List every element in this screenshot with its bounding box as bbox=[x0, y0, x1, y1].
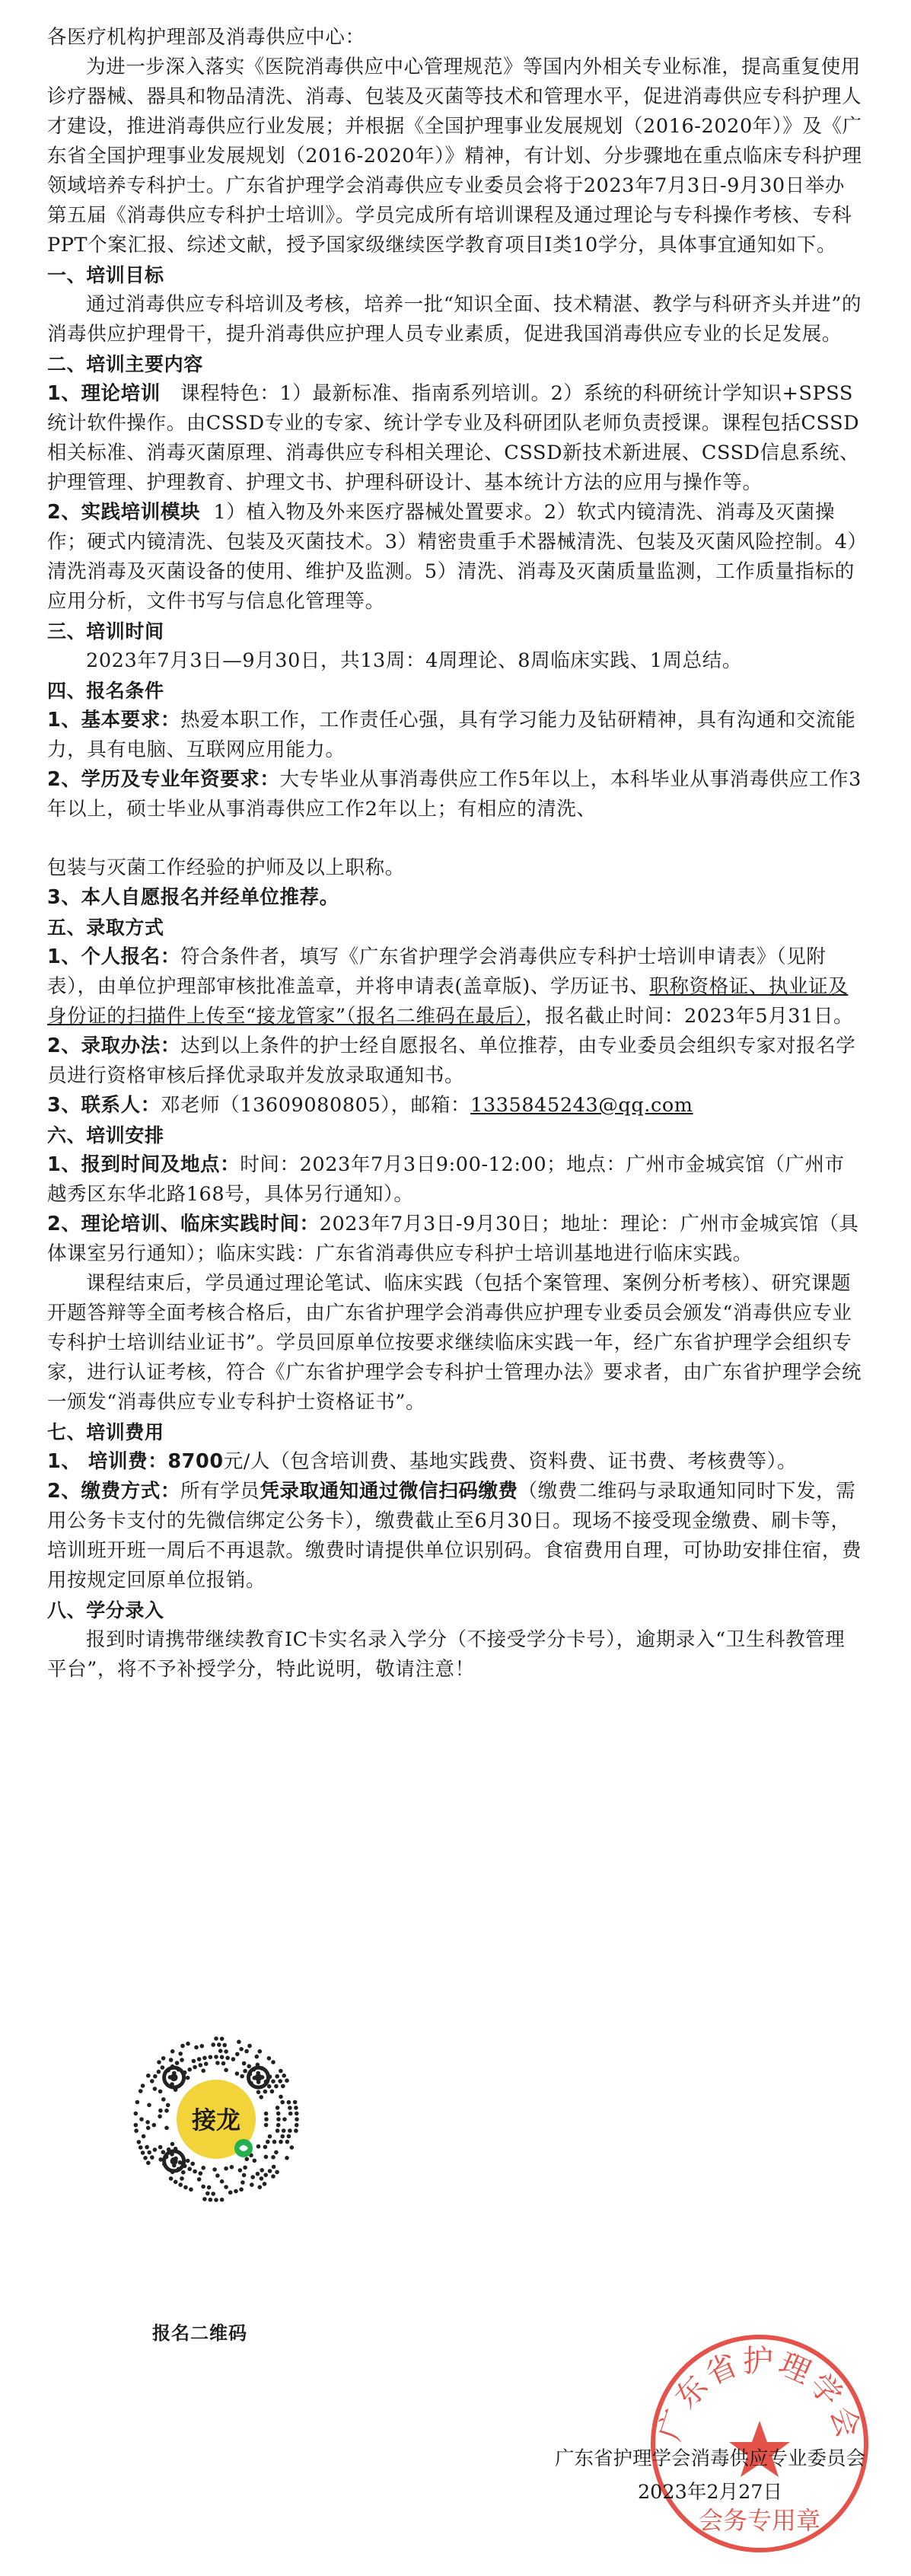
qr-dot bbox=[237, 2040, 241, 2045]
qr-dot bbox=[146, 2074, 151, 2078]
qr-dot bbox=[282, 2074, 286, 2078]
qr-dot bbox=[205, 2192, 210, 2196]
qr-dot bbox=[134, 2112, 139, 2116]
item-label: 2、学历及专业年资要求： bbox=[47, 768, 280, 791]
qr-dot bbox=[153, 2147, 158, 2152]
qr-dot bbox=[279, 2095, 283, 2099]
qr-dot bbox=[199, 2171, 203, 2176]
qr-dot bbox=[275, 2170, 279, 2175]
qr-dot bbox=[186, 2159, 190, 2163]
qr-dot bbox=[139, 2089, 143, 2093]
qr-dot bbox=[280, 2100, 285, 2105]
qr-dot bbox=[142, 2134, 146, 2139]
signer-date: 2023年2月27日 bbox=[637, 2481, 783, 2504]
qr-dot bbox=[235, 2052, 240, 2057]
qr-dot bbox=[146, 2161, 151, 2166]
qr-dot bbox=[288, 2106, 292, 2110]
qr-dot bbox=[295, 2123, 299, 2128]
qr-dot bbox=[281, 2084, 285, 2089]
qr-dot bbox=[228, 2190, 233, 2195]
qr-dot bbox=[255, 2055, 260, 2059]
qr-dot bbox=[141, 2150, 145, 2155]
qr-dot bbox=[180, 2044, 185, 2048]
qr-dot bbox=[256, 2172, 260, 2176]
qr-dot bbox=[287, 2100, 291, 2105]
qr-dot bbox=[253, 2159, 257, 2163]
qr-dot bbox=[181, 2170, 186, 2175]
qr-dot bbox=[197, 2057, 202, 2061]
section-heading-fee: 七、培训费用 bbox=[47, 1421, 164, 1443]
qr-dot bbox=[166, 2103, 170, 2108]
qr-dot bbox=[217, 2042, 221, 2047]
condition-basic bbox=[47, 706, 863, 765]
qr-dot bbox=[242, 2173, 247, 2178]
qr-dot bbox=[264, 2155, 269, 2160]
qr-dot bbox=[271, 2155, 276, 2160]
condition-education bbox=[47, 765, 863, 824]
qr-dot bbox=[240, 2074, 244, 2079]
qr-dot bbox=[224, 2185, 228, 2189]
qr-dot bbox=[288, 2128, 292, 2133]
qr-dot bbox=[267, 2056, 272, 2061]
qr-dot bbox=[214, 2036, 218, 2041]
spacer bbox=[47, 824, 863, 853]
qr-dot bbox=[134, 2128, 139, 2133]
intro-paragraph: 为进一步深入落实《医院消毒供应中心管理规范》等国内外相关专业标准，提高重复使用诊疗器械、器具和物品清洗、消毒、包装及灭菌等技术和管理水平，促进消毒供应专科护理人才建设，推进消毒供应行业发展；并根据《全国护理事业发展规划（2016-2020年）》及《广东省全国护理事业发展规划（2016-2020年）》精神，有计划、分步骤地在重点临床专科护理领域培养专科护士。广东省护理学会消毒供应专业委员会将于2023年7月3日-9月30日举办第五届《消毒供应专科护士培训》。学员完成所有培训课程及通过理论与专科操作考核、专科PPT个案汇报、综述文献，授予国家级继续医学教育项目Ⅰ类10学分，具体事宜通知如下。 bbox=[47, 56, 862, 257]
arrangement-checkin bbox=[47, 1150, 863, 1210]
qr-dot bbox=[285, 2156, 289, 2160]
qr-dot bbox=[231, 2057, 236, 2061]
qr-dot bbox=[187, 2067, 192, 2072]
qr-dot bbox=[271, 2060, 276, 2064]
qr-dot bbox=[170, 2142, 175, 2147]
time-paragraph: 2023年7月3日—9月30日，共13周：4周理论、8周临床实践、1周总结。 bbox=[86, 649, 742, 672]
qr-dot bbox=[276, 2117, 281, 2122]
qr-dot bbox=[224, 2068, 228, 2073]
fee-amount bbox=[47, 1447, 863, 1477]
qr-dot bbox=[207, 2185, 212, 2190]
content-item-practice bbox=[47, 498, 863, 617]
qr-finder-dot bbox=[170, 2157, 178, 2165]
qr-dot bbox=[295, 2112, 299, 2116]
qr-dot bbox=[139, 2117, 144, 2122]
qr-dot bbox=[157, 2060, 161, 2064]
deadline-text: ，报名截止时间：2023年5月31日。 bbox=[525, 1005, 854, 1028]
item-text: 元/人（包含培训费、基地实践费、资料费、证书费、考核费等）。 bbox=[223, 1450, 798, 1473]
qr-finder-dot bbox=[255, 2074, 263, 2081]
qr-dot bbox=[247, 2044, 252, 2048]
qr-dot bbox=[272, 2165, 276, 2170]
goal-paragraph: 通过消毒供应专科培训及考核，培养一批“知识全面、技术精湛、教学与科研齐头并进”的消毒供应护理骨干，提升消毒供应护理人员专业素质，促进我国消毒供应专业的长足发展。 bbox=[47, 293, 862, 346]
admission-signup bbox=[47, 942, 863, 1031]
qr-dot bbox=[222, 2043, 227, 2048]
item-text: 课程特色：1）最新标准、指南系列培训。2）系统的科研统计学知识+SPSS统计软件操作。由CSSD专业的专家、统计学专业及科研团队老师负责授课。课程包括CSSD相关标准、消毒灭菌原理、消毒供应专科相关理论、CSSD新技术新进展、CSSD信息系统、护理管理、护理教育、护理文书、护理科研设计、基本统计方法的应用与操作等。 bbox=[47, 382, 860, 494]
qr-dot bbox=[134, 2123, 139, 2128]
qr-dot bbox=[220, 2037, 225, 2042]
qr-dot bbox=[280, 2134, 285, 2139]
qr-dot bbox=[180, 2058, 184, 2062]
qr-dot bbox=[256, 2090, 261, 2095]
qr-dot bbox=[271, 2174, 276, 2179]
qr-dot bbox=[214, 2198, 218, 2202]
item-label: 1、理论培训 bbox=[47, 382, 161, 405]
qr-dot bbox=[186, 2076, 190, 2080]
qr-dot bbox=[145, 2145, 149, 2150]
section-heading-conditions: 四、报名条件 bbox=[47, 680, 164, 702]
qr-dot bbox=[270, 2090, 275, 2094]
qr-dot bbox=[274, 2084, 279, 2089]
section-heading-goal: 一、培训目标 bbox=[47, 264, 164, 286]
qr-dot bbox=[263, 2182, 267, 2186]
qr-dot bbox=[272, 2140, 277, 2144]
qr-dot bbox=[201, 2185, 205, 2189]
arrangement-paragraph: 课程结束后，学员通过理论笔试、临床实践（包括个案管理、案例分析考核）、研究课题开题答辩等全面考核合格后，由广东省护理学会消毒供应护理专业委员会颁发“消毒供应专业专科护士培训结业证书”。学员回原单位按要求继续临床实践一年，经广东省护理学会组织专家，进行认证考核，符合《广东省护理学会专科护士管理办法》要求者，由广东省护理学会统一颁发“消毒供应专业专科护士资格证书”。 bbox=[47, 1272, 862, 1414]
item-label: 2、缴费方式： bbox=[47, 1480, 180, 1503]
qr-dot bbox=[224, 2049, 228, 2054]
qr-dot bbox=[158, 2090, 163, 2094]
qr-dot bbox=[158, 2145, 163, 2150]
content-item-theory bbox=[47, 379, 863, 498]
qr-dot bbox=[260, 2176, 264, 2181]
item-text: 热爱本职工作，工作责任心强，具有学习能力及钻研精神，具有沟通和交流能力，具有电脑、互联网应用能力。 bbox=[47, 709, 856, 761]
qr-dot bbox=[276, 2112, 281, 2116]
item-label: 1、个人报名： bbox=[47, 945, 180, 968]
qr-dot bbox=[200, 2044, 205, 2048]
notice-body bbox=[47, 23, 863, 1685]
qr-dot bbox=[258, 2049, 263, 2054]
qr-dot bbox=[276, 2128, 280, 2133]
arrangement-period bbox=[47, 1210, 863, 1269]
qr-logo-text: 接龙 bbox=[191, 2106, 241, 2134]
qr-dot bbox=[285, 2078, 289, 2083]
qr-dot bbox=[209, 2055, 213, 2060]
qr-dot bbox=[204, 2061, 209, 2066]
qr-dot bbox=[264, 2123, 269, 2128]
item-label: 1、报到时间及地点： bbox=[47, 1153, 240, 1176]
qr-dot bbox=[214, 2055, 218, 2059]
qr-dot bbox=[192, 2059, 196, 2064]
qr-dot bbox=[275, 2074, 279, 2079]
qr-dot bbox=[178, 2182, 183, 2187]
qr-dot bbox=[193, 2065, 197, 2070]
qr-dot bbox=[295, 2117, 299, 2122]
qr-caption: 报名二维码 bbox=[152, 2323, 247, 2344]
qr-dot bbox=[224, 2166, 228, 2171]
signature-block bbox=[555, 2444, 865, 2504]
salutation: 各医疗机构护理部及消毒供应中心： bbox=[47, 26, 365, 49]
signup-qr-code[interactable] bbox=[129, 2032, 303, 2209]
item-text: 达到以上条件的护士经自愿报名、单位推荐，由专业委员会组织专家对报名学员进行资格审核后择优录取并发放录取通知书。 bbox=[47, 1035, 856, 1087]
qr-dot bbox=[147, 2103, 151, 2108]
item-label: 2、实践培训模块 bbox=[47, 501, 201, 524]
qr-dot bbox=[263, 2173, 268, 2177]
qr-dot bbox=[218, 2048, 223, 2053]
qr-dot bbox=[271, 2079, 276, 2083]
condition-recommend: 3、本人自愿报名并经单位推荐。 bbox=[47, 886, 339, 909]
qr-dot bbox=[278, 2079, 282, 2083]
qr-dot bbox=[234, 2189, 238, 2194]
qr-dot bbox=[276, 2106, 280, 2110]
qr-dot bbox=[268, 2169, 272, 2173]
qr-dot bbox=[243, 2069, 247, 2074]
qr-dot bbox=[145, 2120, 150, 2125]
qr-dot bbox=[169, 2058, 174, 2062]
qr-dot bbox=[274, 2150, 279, 2155]
payment-highlight: 凭录取通知通过微信扫码缴费 bbox=[260, 1480, 518, 1503]
item-text: 邓老师（13609080805），邮箱： bbox=[160, 1094, 471, 1117]
qr-dot bbox=[220, 2198, 225, 2202]
qr-dot bbox=[288, 2112, 293, 2116]
fee-payment bbox=[47, 1477, 863, 1596]
email-link[interactable]: 1335845243@qq.com bbox=[470, 1094, 693, 1117]
qr-dot bbox=[158, 2109, 163, 2113]
section-heading-time: 三、培训时间 bbox=[47, 620, 164, 642]
qr-dot bbox=[282, 2128, 286, 2133]
qr-dot bbox=[212, 2167, 217, 2172]
qr-dot bbox=[279, 2069, 283, 2074]
qr-dot bbox=[243, 2166, 247, 2170]
section-heading-admission: 五、录取方式 bbox=[47, 917, 164, 939]
qr-dot bbox=[294, 2128, 298, 2133]
qr-dot bbox=[190, 2162, 195, 2166]
item-text: 时间：2023年7月3日9:00-12:00；地点：广州市金城宾馆（广州市越秀区东华北路168号，具体另行通知）。 bbox=[47, 1153, 845, 1206]
qr-dot bbox=[282, 2117, 287, 2122]
qr-dot bbox=[157, 2070, 161, 2074]
item-text: 大专毕业从事消毒供应工作5年以上，本科毕业从事消毒供应工作3年以上，硕士毕业从事消毒供应工作2年以上；有相应的清洗、 bbox=[47, 768, 862, 821]
qr-dot bbox=[161, 2150, 166, 2154]
item-text: （缴费二维码与录取通知同时下发，需用公务卡支付的先微信绑定公务卡），缴费截止至6月30日。现场不接受现金缴费、刷卡等，培训班开班一周后不再退款。缴费时请提供单位识别码。食宿费用自理，可协助安排住宿，费用按规定回原单位报销。 bbox=[47, 1480, 862, 1592]
qr-dot bbox=[221, 2061, 226, 2066]
qr-dot bbox=[287, 2134, 291, 2139]
qr-dot bbox=[175, 2061, 180, 2065]
qr-dot bbox=[141, 2083, 145, 2088]
qr-dot bbox=[268, 2134, 272, 2139]
qr-dot bbox=[245, 2157, 250, 2162]
qr-dot bbox=[202, 2056, 207, 2061]
seal-sub-text: 会务专用章 bbox=[698, 2506, 821, 2535]
item-text: 所有学员 bbox=[180, 1480, 260, 1503]
qr-dot bbox=[263, 2145, 268, 2150]
qr-dot bbox=[186, 2042, 190, 2046]
item-label: 2、录取办法： bbox=[47, 1035, 180, 1057]
qr-dot bbox=[169, 2176, 174, 2181]
qr-dot bbox=[147, 2150, 151, 2155]
qr-dot bbox=[211, 2042, 215, 2047]
qr-dot bbox=[174, 2180, 178, 2185]
qr-dot bbox=[215, 2061, 220, 2065]
qr-dot bbox=[150, 2155, 154, 2160]
qr-dot bbox=[263, 2090, 268, 2094]
qr-dot bbox=[201, 2166, 205, 2170]
qr-dot bbox=[264, 2112, 269, 2116]
qr-dot bbox=[276, 2123, 281, 2128]
item-label: 2、理论培训、临床实践时间： bbox=[47, 1213, 320, 1235]
qr-dot bbox=[230, 2165, 234, 2170]
qr-dot bbox=[193, 2170, 197, 2174]
item-label: 3、联系人： bbox=[47, 1094, 161, 1117]
admission-method bbox=[47, 1031, 863, 1091]
section-heading-content: 二、培训主要内容 bbox=[47, 353, 203, 375]
qr-dot bbox=[293, 2100, 298, 2105]
qr-dot bbox=[139, 2145, 143, 2150]
qr-dot bbox=[201, 2068, 205, 2073]
qr-dot bbox=[178, 2052, 183, 2056]
item-text: 1）植入物及外来医疗器械处置要求。2）软式内镜清洗、消毒及灭菌操作；硬式内镜清洗、包装及灭菌技术。3）精密贵重手术器械清洗、包装及灭菌风险控制。4）清洗消毒及灭菌设备的使用、维护及监测。5）清洗、消毒及灭菌质量监测，工作质量指标的应用分析，文件书写与信息化管理等。 bbox=[47, 501, 858, 613]
qr-dot bbox=[199, 2063, 203, 2067]
qr-dot bbox=[279, 2140, 283, 2144]
seal-arc-text: 广东省护理学会 bbox=[652, 2344, 867, 2445]
qr-dot bbox=[202, 2197, 207, 2201]
section-heading-arrangement: 六、培训安排 bbox=[47, 1124, 164, 1146]
qr-dot bbox=[189, 2187, 193, 2192]
qr-dot bbox=[164, 2126, 169, 2131]
qr-dot bbox=[244, 2049, 249, 2054]
qr-dot bbox=[220, 2179, 225, 2184]
qr-dot bbox=[258, 2185, 263, 2189]
qr-dot bbox=[260, 2168, 264, 2173]
qr-dot bbox=[250, 2182, 254, 2187]
qr-dot bbox=[266, 2140, 270, 2144]
qr-dot bbox=[161, 2065, 165, 2070]
qr-dot bbox=[294, 2106, 298, 2110]
qr-dot bbox=[247, 2064, 251, 2069]
qr-dot bbox=[143, 2156, 148, 2160]
credits-paragraph: 报到时请携带继续教育IC卡实名录入学分（不接受学分卡号），逾期录入“卫生科教管理平台”，将不予补授学分，特此说明，敬请注意！ bbox=[47, 1628, 846, 1681]
qr-dot bbox=[183, 2185, 188, 2190]
qr-dot bbox=[158, 2114, 162, 2119]
qr-dot bbox=[285, 2140, 290, 2144]
signer-org: 广东省护理学会消毒供应专业委员会 bbox=[554, 2447, 865, 2470]
fee-value: 8700 bbox=[167, 1450, 224, 1473]
upload-instruction: 职称资格证、执业证及身份证的扫描件上传至“接龙管家”（报名二维码在最后） bbox=[47, 975, 849, 1028]
qr-finder-dot bbox=[170, 2074, 178, 2081]
qr-dot bbox=[250, 2175, 255, 2179]
qr-dot bbox=[259, 2095, 263, 2099]
qr-dot bbox=[180, 2176, 184, 2181]
qr-dot bbox=[225, 2056, 230, 2061]
qr-dot bbox=[267, 2084, 272, 2089]
qr-dot bbox=[215, 2173, 220, 2178]
qr-code-icon bbox=[129, 2032, 303, 2206]
qr-dot bbox=[161, 2097, 166, 2102]
qr-dot bbox=[187, 2167, 192, 2172]
qr-dot bbox=[211, 2192, 215, 2196]
item-text: 2023年7月3日-9月30日；地址：理论：广州市金城宾馆（具体课室另行通知）；临床实践：广东省消毒供应专科护士培训基地进行临床实践。 bbox=[47, 1213, 859, 1265]
qr-dot bbox=[209, 2198, 213, 2202]
qr-dot bbox=[256, 2144, 261, 2149]
qr-dot bbox=[153, 2087, 158, 2091]
qr-dot bbox=[239, 2047, 244, 2052]
qr-dot bbox=[242, 2061, 247, 2066]
qr-dot bbox=[264, 2117, 269, 2122]
qr-dot bbox=[146, 2126, 151, 2131]
item-label: 1、基本要求： bbox=[47, 709, 180, 732]
item-label: 1、 培训费： bbox=[47, 1450, 168, 1473]
qr-dot bbox=[137, 2140, 142, 2144]
qr-dot bbox=[161, 2056, 166, 2061]
qr-dot bbox=[235, 2071, 240, 2076]
condition-education-cont: 包装与灭菌工作经验的护师及以上职称。 bbox=[47, 856, 405, 879]
qr-dot bbox=[290, 2145, 295, 2150]
qr-dot bbox=[170, 2049, 175, 2054]
qr-dot bbox=[194, 2045, 199, 2050]
qr-dot bbox=[239, 2187, 244, 2192]
qr-dot bbox=[238, 2168, 243, 2173]
qr-dot bbox=[240, 2180, 245, 2185]
qr-dot bbox=[152, 2123, 157, 2128]
qr-dot bbox=[135, 2100, 140, 2105]
qr-dot bbox=[150, 2079, 154, 2083]
admission-contact bbox=[47, 1091, 863, 1121]
qr-dot bbox=[153, 2074, 158, 2079]
qr-dot bbox=[197, 2177, 202, 2182]
qr-dot bbox=[220, 2055, 225, 2060]
item-text: 符合条件者，填写《广东省护理学会消毒供应专科护士培训申请表》（见附表），由单位护理部审核批准盖章，并将申请表(盖章版)、学历证书、 bbox=[47, 945, 827, 998]
section-heading-credits: 八、学分录入 bbox=[47, 1599, 164, 1621]
qr-dot bbox=[164, 2109, 169, 2113]
